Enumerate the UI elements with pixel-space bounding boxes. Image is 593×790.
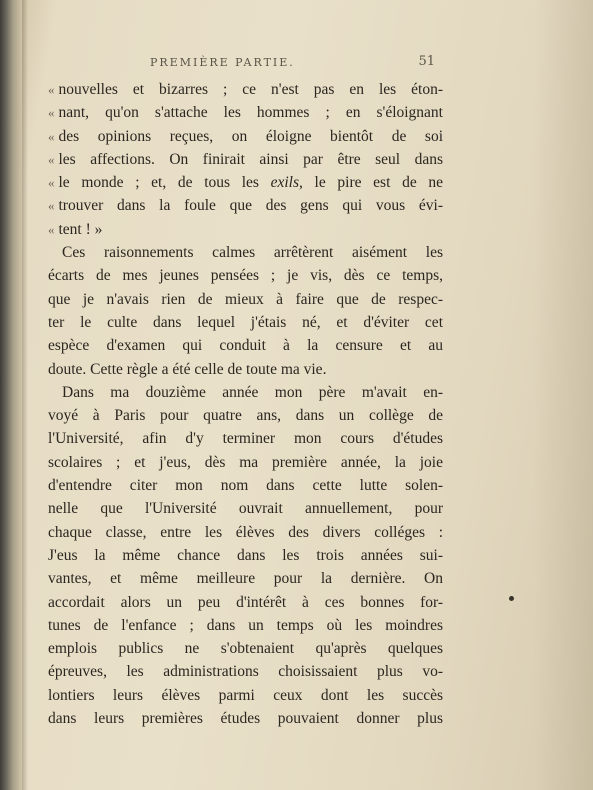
text-line: accordait alors un peu d'intérêt à ces bonnes for- (48, 593, 443, 611)
text-line: écarts de mes jeunes pensées ; je vis, dès ce temps, (48, 267, 443, 285)
text-line: voyé à Paris pour quatre ans, dans un collège de (48, 407, 443, 425)
line-text: tent ! » (58, 220, 103, 238)
text-line: d'entendre citer mon nom dans cette lutte solen- (48, 477, 443, 495)
running-head: PREMIÈRE PARTIE. (150, 56, 295, 69)
gutter-shadow (22, 0, 28, 790)
quote-mark: « (48, 105, 55, 121)
text-line: doute. Cette règle a été celle de toute ma vie. (48, 360, 327, 378)
quote-mark: « (48, 128, 55, 144)
text-line: vantes, et même meilleure pour la dernière. On (48, 570, 443, 588)
text-line (48, 148, 443, 171)
text-line (48, 194, 443, 217)
text-line: chaque classe, entre les élèves des divers colléges : (48, 523, 443, 541)
text-line (48, 78, 443, 101)
quote-mark: « (48, 221, 55, 237)
text-line: épreuves, les administrations choisissaient plus vo- (48, 663, 443, 681)
line-text: nouvelles et bizarres ; ce n'est pas en les éton- (58, 81, 443, 98)
book-spine (0, 0, 22, 790)
line-text: trouver dans la foule que des gens qui vous évi- (58, 197, 443, 215)
text-line: l'Université, afin d'y terminer mon cours d'études (48, 430, 443, 448)
text-line (48, 101, 443, 124)
ink-speck (509, 596, 514, 601)
italic-word: exils (270, 174, 300, 192)
page-number: 51 (418, 54, 435, 69)
quote-mark: « (48, 198, 55, 214)
text-line: dans leurs premières études pouvaient donner plus (48, 710, 443, 728)
text-line: espèce d'examen qui conduit à la censure et au (48, 337, 443, 355)
text-line: J'eus la même chance dans les trois années sui- (48, 546, 443, 564)
text-line (48, 218, 443, 241)
text-line: que je n'avais rien de mieux à faire que de respec- (48, 290, 443, 308)
quote-mark: « (48, 175, 55, 191)
text-line: scolaires ; et j'eus, dès ma première année, la joie (48, 453, 443, 471)
text-line: ter le culte dans lequel j'étais né, et d'éviter cet (48, 313, 443, 331)
text-line (48, 171, 443, 194)
text-line (48, 125, 443, 148)
page-shading (533, 0, 593, 790)
line-text: nant, qu'on s'attache les hommes ; en s'éloignant (58, 104, 443, 122)
text-line: Ces raisonnements calmes arrêtèrent aisément les (62, 244, 443, 262)
quote-mark: « (48, 151, 55, 167)
line-text-before: le monde ; et, de tous les (58, 174, 271, 192)
page-header (150, 56, 435, 74)
text-line: nelle que l'Université ouvrait annuellement, pour (48, 500, 443, 518)
line-text: des opinions reçues, on éloigne bientôt de soi (58, 127, 443, 145)
text-line: Dans ma douzième année mon père m'avait en- (62, 383, 443, 401)
quote-mark: « (48, 82, 55, 97)
text-line: tunes de l'enfance ; dans un temps où les moindres (48, 616, 443, 634)
line-text: les affections. On finirait ainsi par être seul dans (58, 150, 443, 168)
text-line: emplois publics ne s'obtenaient qu'après quelques (48, 640, 443, 658)
text-line: lontiers leurs élèves parmi ceux dont les succès (48, 686, 443, 704)
line-text-after: , le pire est de ne (299, 174, 443, 192)
body-text (48, 78, 443, 730)
